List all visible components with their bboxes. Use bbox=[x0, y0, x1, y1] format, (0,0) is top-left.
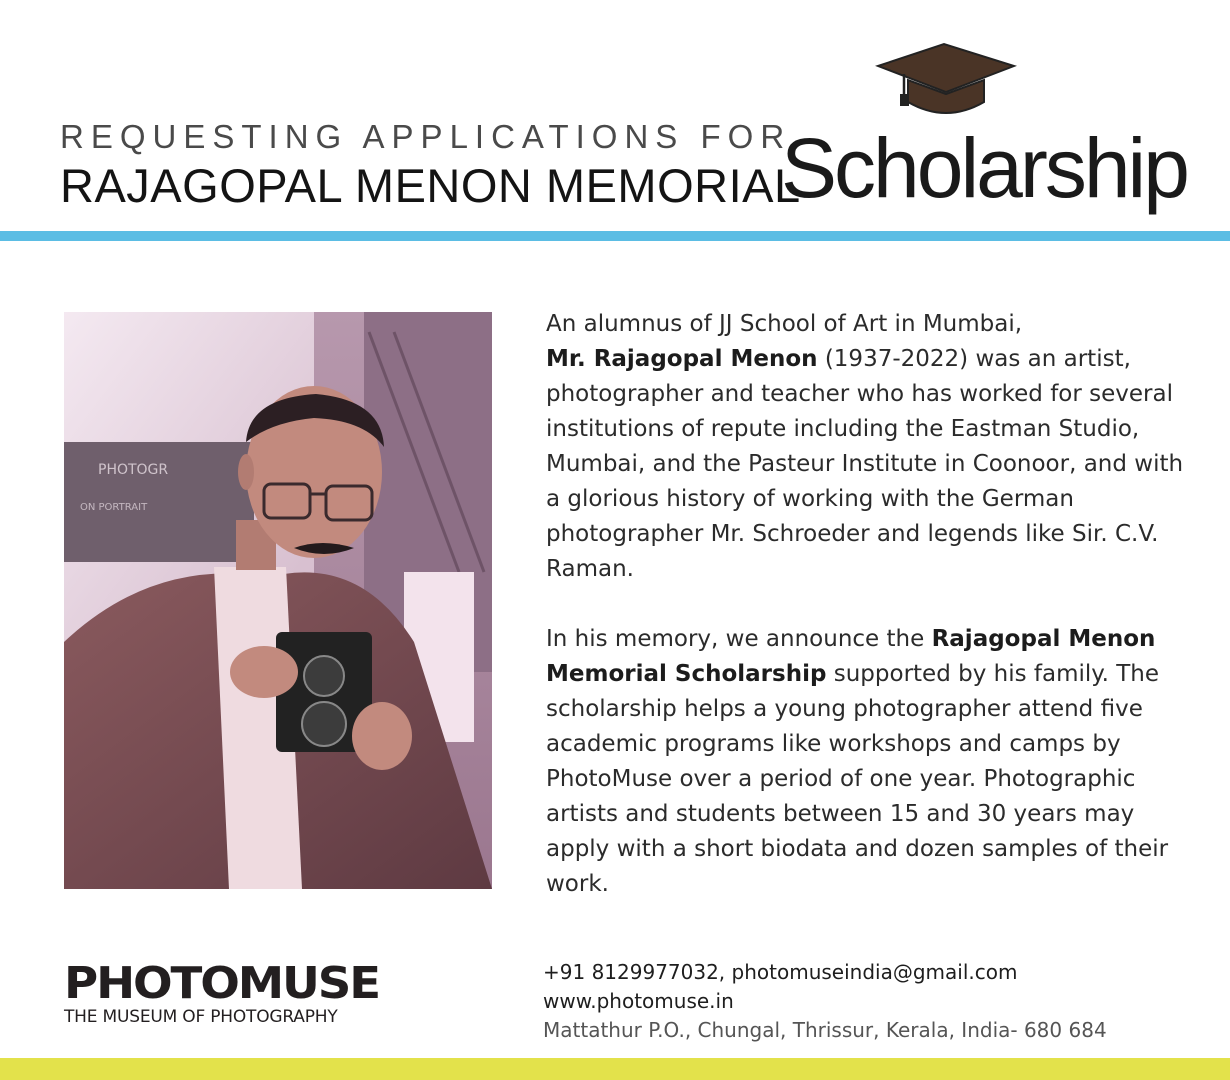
photomuse-logo bbox=[64, 960, 384, 1026]
bio-text bbox=[546, 307, 1196, 902]
bio-details: (1937-2022) was an artist, photographer and teacher who has worked for several institutions of repute including the Eastman Studio, Mumbai, and the Pasteur Institute in Coonoor, and with a glorious history of working with the German photographer Mr. Schroeder and legends like Sir. C.V. Raman. bbox=[546, 346, 1184, 582]
blue-divider bbox=[0, 231, 1230, 241]
logo-wordmark: PHOTOMUSE bbox=[64, 958, 379, 1009]
contact-info bbox=[543, 958, 1107, 1045]
page-title: RAJAGOPAL MENON MEMORIAL bbox=[60, 159, 801, 212]
bio-intro: An alumnus of JJ School of Art in Mumbai, bbox=[546, 311, 1023, 337]
portrait-photo bbox=[64, 312, 492, 889]
svg-text:ON PORTRAIT: ON PORTRAIT bbox=[80, 502, 148, 513]
contact-website: www.photomuse.in bbox=[543, 989, 734, 1013]
subheading: REQUESTING APPLICATIONS FOR bbox=[60, 118, 792, 155]
bio-paragraph-2 bbox=[546, 622, 1196, 902]
scholarship-heading: Scholarship bbox=[781, 121, 1187, 215]
bio-paragraph-1 bbox=[546, 307, 1196, 587]
contact-address: Mattathur P.O., Chungal, Thrissur, Kerala, India- 680 684 bbox=[543, 1018, 1107, 1042]
header bbox=[0, 0, 1230, 232]
logo-tagline: THE MUSEUM OF PHOTOGRAPHY bbox=[64, 1007, 338, 1027]
svg-text:PHOTOGR: PHOTOGR bbox=[98, 462, 169, 478]
announcement-intro: In his memory, we announce the bbox=[546, 626, 932, 652]
honoree-name: Mr. Rajagopal Menon bbox=[546, 346, 818, 372]
yellow-footer-bar bbox=[0, 1058, 1230, 1080]
scholarship-name: Rajagopal Menon Memorial Scholarship bbox=[546, 626, 1156, 687]
graduation-cap-icon bbox=[874, 40, 1018, 124]
contact-phone-email: +91 8129977032, photomuseindia@gmail.com bbox=[543, 960, 1018, 984]
announcement-details: supported by his family. The scholarship helps a young photographer attend five academic programs like workshops and camps by PhotoMuse over a period of one year. Photographic artists and students between 15 and 30 years may apply with a short biodata and dozen samples of their work. bbox=[546, 661, 1169, 897]
